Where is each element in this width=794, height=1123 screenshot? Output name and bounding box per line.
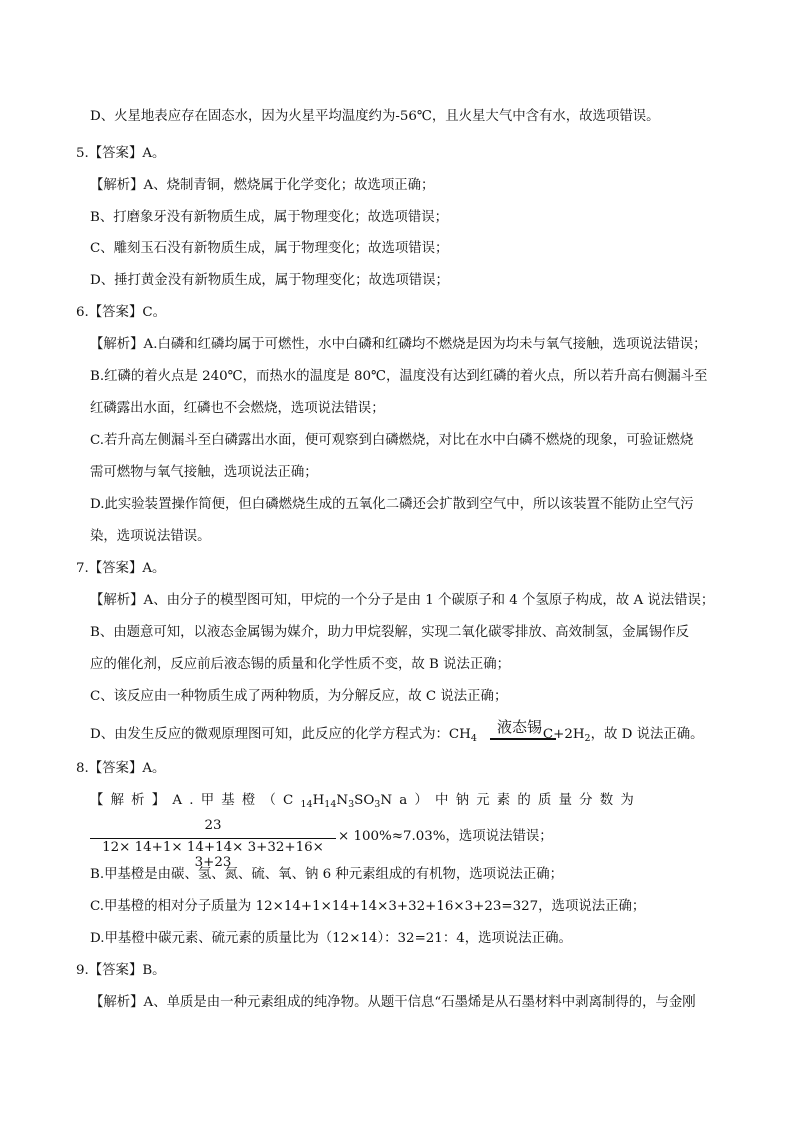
subscript: 3 bbox=[374, 799, 381, 810]
fraction-tail: × 100%≈7.03%，选项说法错误； bbox=[338, 829, 553, 844]
answer-7: 7.【答案】A。 bbox=[76, 561, 166, 576]
analysis-line: C、雕刻玉石没有新物质生成，属于物理变化；故选项错误； bbox=[90, 241, 449, 256]
analysis-line: 【解析】A、由分子的模型图可知，甲烷的一个分子是由 1 个碳原子和 4 个氢原子构成，故 A 说法错误； bbox=[90, 593, 715, 608]
analysis-line: B.红磷的着火点是 240℃，而热水的温度是 80℃，温度没有达到红磷的着火点，所以若升高右侧漏斗至 bbox=[90, 369, 708, 384]
analysis-line: C、该反应由一种物质生成了两种物质，为分解反应，故 C 说法正确； bbox=[90, 689, 508, 704]
analysis-line: D.甲基橙中碳元素、硫元素的质量比为（12×14）：32=21：4，选项说法正确。 bbox=[90, 931, 572, 946]
analysis-line: B、打磨象牙没有新物质生成，属于物理变化；故选项错误； bbox=[90, 210, 448, 225]
answer-5: 5.【答案】A。 bbox=[76, 146, 166, 161]
reaction-condition: 液态锡 bbox=[497, 718, 543, 736]
analysis-line: 染，选项说法错误。 bbox=[90, 529, 211, 544]
analysis-line: 【解析】A、烧制青铜，燃烧属于化学变化；故选项正确； bbox=[90, 178, 435, 193]
analysis-line bbox=[90, 792, 641, 814]
equation-tail: ，故 D 说法正确。 bbox=[590, 727, 704, 742]
answer-6: 6.【答案】C。 bbox=[76, 305, 166, 320]
analysis-line: C.若升高左侧漏斗至白磷露出水面，便可观察到白磷燃烧，对比在水中白磷不燃烧的现象，可验证燃烧 bbox=[90, 433, 694, 448]
formula-part: SO bbox=[354, 793, 375, 808]
mass-fraction bbox=[90, 818, 336, 870]
analysis-line: 【解析】A.白磷和红磷均属于可燃性，水中白磷和红磷均不燃烧是因为均未与氧气接触，选项说法错误； bbox=[90, 337, 707, 352]
analysis-line: C.甲基橙的相对分子质量为 12×14+1×14+14×3+32+16×3+23=327，选项说法正确； bbox=[90, 899, 646, 914]
formula-tail: Na）中钠元素的质量分数为 bbox=[380, 793, 641, 808]
analysis-line: 需可燃物与氧气接触，选项说法正确； bbox=[90, 465, 318, 480]
formula-lead: 【解析】A.甲基橙（C bbox=[90, 793, 301, 808]
analysis-line: 应的催化剂，反应前后液态锡的质量和化学性质不变，故 B 说法正确； bbox=[90, 657, 511, 672]
equation-line bbox=[90, 726, 704, 748]
subscript: 3 bbox=[348, 799, 355, 810]
subscript: 2 bbox=[584, 733, 591, 744]
text-line: D、火星地表应存在固态水，因为火星平均温度约为-56℃，且火星大气中含有水，故选项错误。 bbox=[90, 109, 660, 124]
analysis-line: D.此实验装置操作简便，但白磷燃烧生成的五氧化二磷还会扩散到空气中，所以该装置不能防止空气污 bbox=[90, 497, 694, 512]
answer-9: 9.【答案】B。 bbox=[76, 963, 166, 978]
equation-products: C+2H bbox=[542, 727, 585, 742]
analysis-line: B.甲基橙是由碳、氢、氮、硫、氧、钠 6 种元素组成的有机物，选项说法正确； bbox=[90, 867, 564, 882]
analysis-line: B、由题意可知，以液态金属锡为媒介，助力甲烷裂解，实现二氧化碳零排放、高效制氢，金属锡作反 bbox=[90, 625, 690, 640]
fraction-bar bbox=[90, 838, 336, 839]
answer-8: 8.【答案】A。 bbox=[76, 761, 166, 776]
fraction-denominator: 12× 14+1× 14+14× 3+32+16× 3+23 bbox=[102, 840, 324, 870]
subscript: 14 bbox=[324, 799, 337, 810]
analysis-line: D、捶打黄金没有新物质生成，属于物理变化；故选项错误； bbox=[90, 273, 449, 288]
subscript: 4 bbox=[470, 733, 477, 744]
reaction-arrow bbox=[490, 738, 556, 740]
analysis-line: 红磷露出水面，红磷也不会燃烧，选项说法错误； bbox=[90, 401, 385, 416]
formula-part: H bbox=[312, 793, 325, 808]
subscript: 14 bbox=[300, 799, 313, 810]
formula-part: N bbox=[336, 793, 349, 808]
equation-lead: D、由发生反应的微观原理图可知，此反应的化学方程式为：CH bbox=[90, 727, 471, 742]
fraction-numerator: 23 bbox=[204, 818, 222, 833]
analysis-line: 【解析】A、单质是由一种元素组成的纯净物。从题干信息“石墨烯是从石墨材料中剥离制得的，与金刚 bbox=[90, 995, 696, 1010]
